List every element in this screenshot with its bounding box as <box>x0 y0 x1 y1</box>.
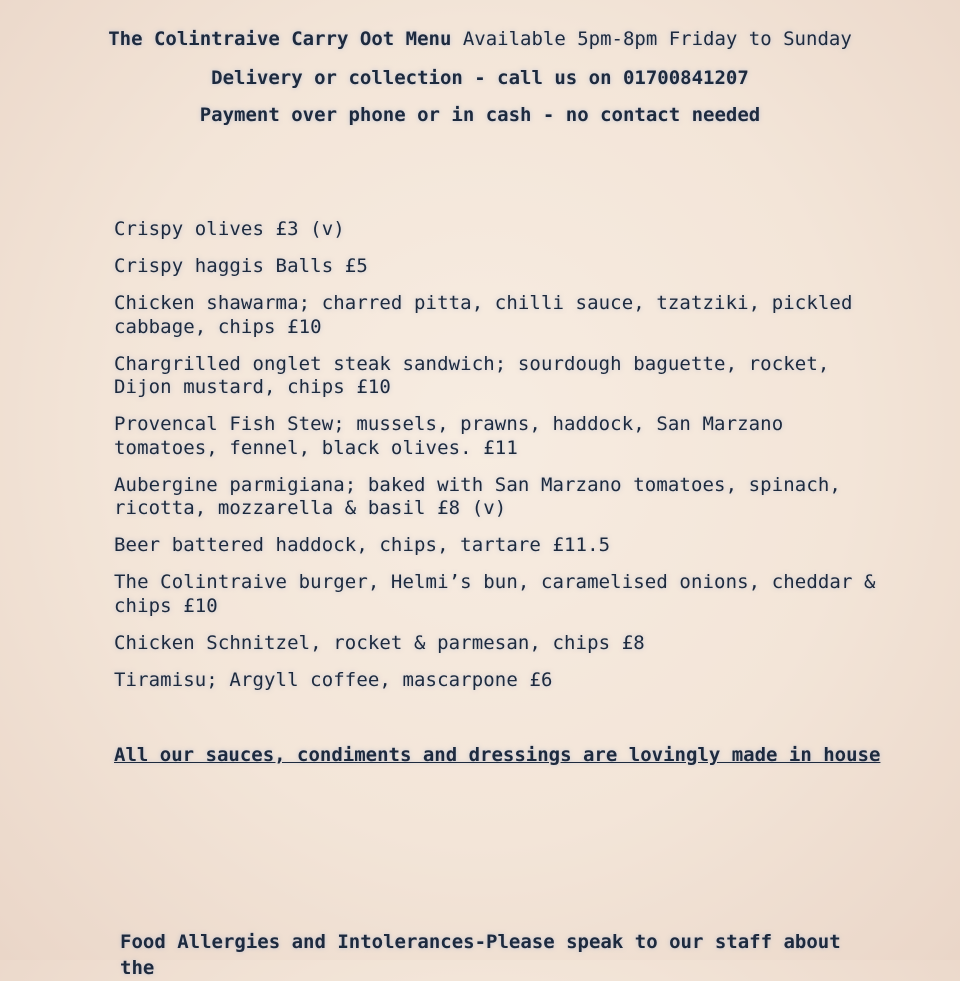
delivery-info: Delivery or collection - call us on 01700841207 <box>211 67 749 89</box>
availability-text: Available 5pm-8pm Friday to Sunday <box>451 28 852 50</box>
house-made-note: All our sauces, condiments and dressings are lovingly made in house <box>114 744 881 766</box>
payment-info: Payment over phone or in cash - no contact needed <box>199 104 761 126</box>
menu-title-line <box>0 28 960 50</box>
menu-item: Provencal Fish Stew; mussels, prawns, haddock, San Marzano tomatoes, fennel, black olives. £11 <box>114 413 784 459</box>
menu-list <box>114 218 884 706</box>
menu-item: Chicken shawarma; charred pitta, chilli sauce, tzatziki, pickled cabbage, chips £10 <box>114 292 853 338</box>
menu-item: Crispy haggis Balls £5 <box>114 255 368 277</box>
menu-item: Beer battered haddock, chips, tartare £11.5 <box>114 534 611 556</box>
menu-item: Tiramisu; Argyll coffee, mascarpone £6 <box>114 668 553 691</box>
menu-item: The Colintraive burger, Helmi’s bun, caramelised onions, cheddar & chips £10 <box>114 571 876 617</box>
allergy-notice: Food Allergies and Intolerances-Please speak to our staff about the <box>120 931 841 979</box>
menu-title: The Colintraive Carry Oot Menu <box>108 28 452 50</box>
menu-item: Chicken Schnitzel, rocket & parmesan, chips £8 <box>114 631 645 654</box>
menu-item: Chargrilled onglet steak sandwich; sourdough baguette, rocket, Dijon mustard, chips £10 <box>114 352 830 398</box>
menu-item: Crispy olives £3 (v) <box>114 218 345 240</box>
menu-item: Aubergine parmigiana; baked with San Marzano tomatoes, spinach, ricotta, mozzarella & basil £8 (v) <box>114 473 841 519</box>
